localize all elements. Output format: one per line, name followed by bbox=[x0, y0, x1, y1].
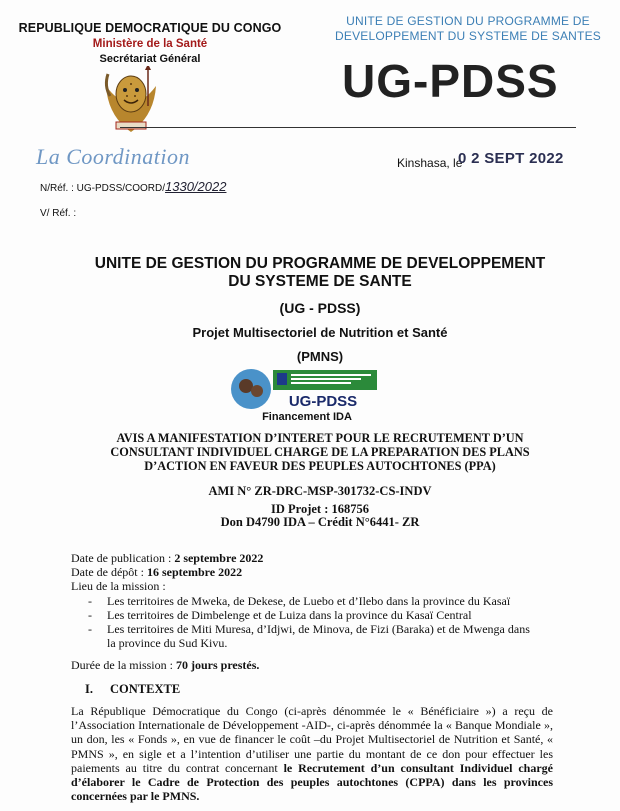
bullet-1: - bbox=[88, 594, 92, 608]
location-item: Les territoires de Mweka, de Dekese, de Luebo et d’Ilebo dans la province du Kasaï bbox=[107, 594, 511, 608]
ug-pdss-small-logo bbox=[231, 368, 379, 412]
reference-label: N/Réf. : UG-PDSS/COORD/ bbox=[40, 183, 166, 194]
country-name: REPUBLIQUE DEMOCRATIQUE DU CONGO bbox=[18, 21, 282, 35]
deposit-date bbox=[71, 565, 242, 579]
project-name: Projet Multisectoriel de Nutrition et Santé bbox=[192, 325, 448, 340]
unit-name-line2: DEVELOPPEMENT DU SYSTEME DE SANTES bbox=[335, 29, 601, 43]
mission-duration bbox=[71, 658, 259, 672]
location-label: Lieu de la mission : bbox=[71, 579, 166, 593]
title-acronym: (UG - PDSS) bbox=[279, 300, 361, 316]
notice-line1: AVIS A MANIFESTATION D’INTERET POUR LE RECRUTEMENT D’UN bbox=[116, 431, 524, 445]
project-acronym: (PMNS) bbox=[296, 349, 344, 364]
your-reference: V/ Réf. : bbox=[40, 208, 77, 219]
section-number: I. bbox=[85, 682, 93, 696]
grant-number: Don D4790 IDA – Crédit N°6441- ZR bbox=[220, 515, 420, 529]
notice-line3: D’ACTION EN FAVEUR DES PEUPLES AUTOCHTONES (PPA) bbox=[144, 459, 496, 473]
secretariat-name: Secrétariat Général bbox=[99, 53, 201, 65]
notice-line2: CONSULTANT INDIVIDUEL CHARGE DE LA PREPARATION DES PLANS bbox=[110, 445, 530, 459]
location-item: Les territoires de Miti Muresa, d’Idjwi, de Minova, de Fizi (Baraka) et de Mwenga dans bbox=[107, 622, 530, 636]
funding-label: Financement IDA bbox=[262, 411, 352, 423]
logo-caption: UG-PDSS bbox=[288, 393, 358, 410]
ami-number: AMI N° ZR-DRC-MSP-301732-CS-INDV bbox=[208, 484, 432, 498]
date-stamp-text: 0 2 SEPT 2022 bbox=[458, 150, 564, 167]
coat-of-arms-emblem bbox=[98, 66, 164, 136]
title-line2: DU SYSTEME DE SANTE bbox=[228, 273, 412, 290]
context-text-bold: le Recrutement d’un consultant Individuel chargé d’élaborer le Cadre de Protection des peuples autochtones (CPPA) dans les provinces concernées par le PMNS. bbox=[71, 760, 553, 804]
bullet-3: - bbox=[88, 622, 92, 636]
place-label: Kinshasa, le bbox=[397, 156, 463, 170]
duration-value: 70 jours prestés. bbox=[175, 658, 260, 672]
context-paragraph bbox=[71, 704, 553, 803]
location-item-continuation: la province du Sud Kivu. bbox=[107, 636, 228, 650]
date-stamp bbox=[458, 150, 564, 167]
context-text: La République Démocratique du Congo (ci-après dénommée le « Bénéficiaire ») a reçu de l’Association Internationale de Développement -AID-, ci-après dénommée la « Banque Mondiale », un don, les « Fonds », en vue de financer le coût –du Projet Multisectoriel de Nutrition et Santé, « PMNS », en sigle et a l’intention d’utiliser une partie du montant de ce don pour effectuer les paiements au titre du contrat concernant bbox=[71, 704, 553, 775]
publication-date-value: 2 septembre 2022 bbox=[174, 551, 264, 565]
ministry-name: Ministère de la Santé bbox=[92, 38, 208, 50]
unit-name-line1: UNITE DE GESTION DU PROGRAMME DE bbox=[346, 14, 590, 28]
ug-pdss-logo-text: UG-PDSS bbox=[342, 55, 559, 107]
duration-label: Durée de la mission : bbox=[71, 658, 176, 672]
project-id: ID Projet : 168756 bbox=[270, 502, 369, 516]
deposit-date-value: 16 septembre 2022 bbox=[146, 565, 243, 579]
title-line1: UNITE DE GESTION DU PROGRAMME DE DEVELOPPEMENT bbox=[94, 255, 546, 272]
bullet-2: - bbox=[88, 608, 92, 622]
reference-number: 1330/2022 bbox=[165, 179, 227, 194]
deposit-date-label: Date de dépôt : bbox=[71, 565, 147, 579]
publication-date-label: Date de publication : bbox=[71, 551, 175, 565]
coordination-stamp: La Coordination bbox=[36, 144, 190, 169]
section-title: CONTEXTE bbox=[110, 682, 181, 696]
reference-line bbox=[40, 179, 226, 194]
location-item: Les territoires de Dimbelenge et de Luiza dans la province du Kasaï Central bbox=[107, 608, 472, 622]
publication-date bbox=[71, 551, 263, 565]
header-divider bbox=[120, 127, 576, 128]
